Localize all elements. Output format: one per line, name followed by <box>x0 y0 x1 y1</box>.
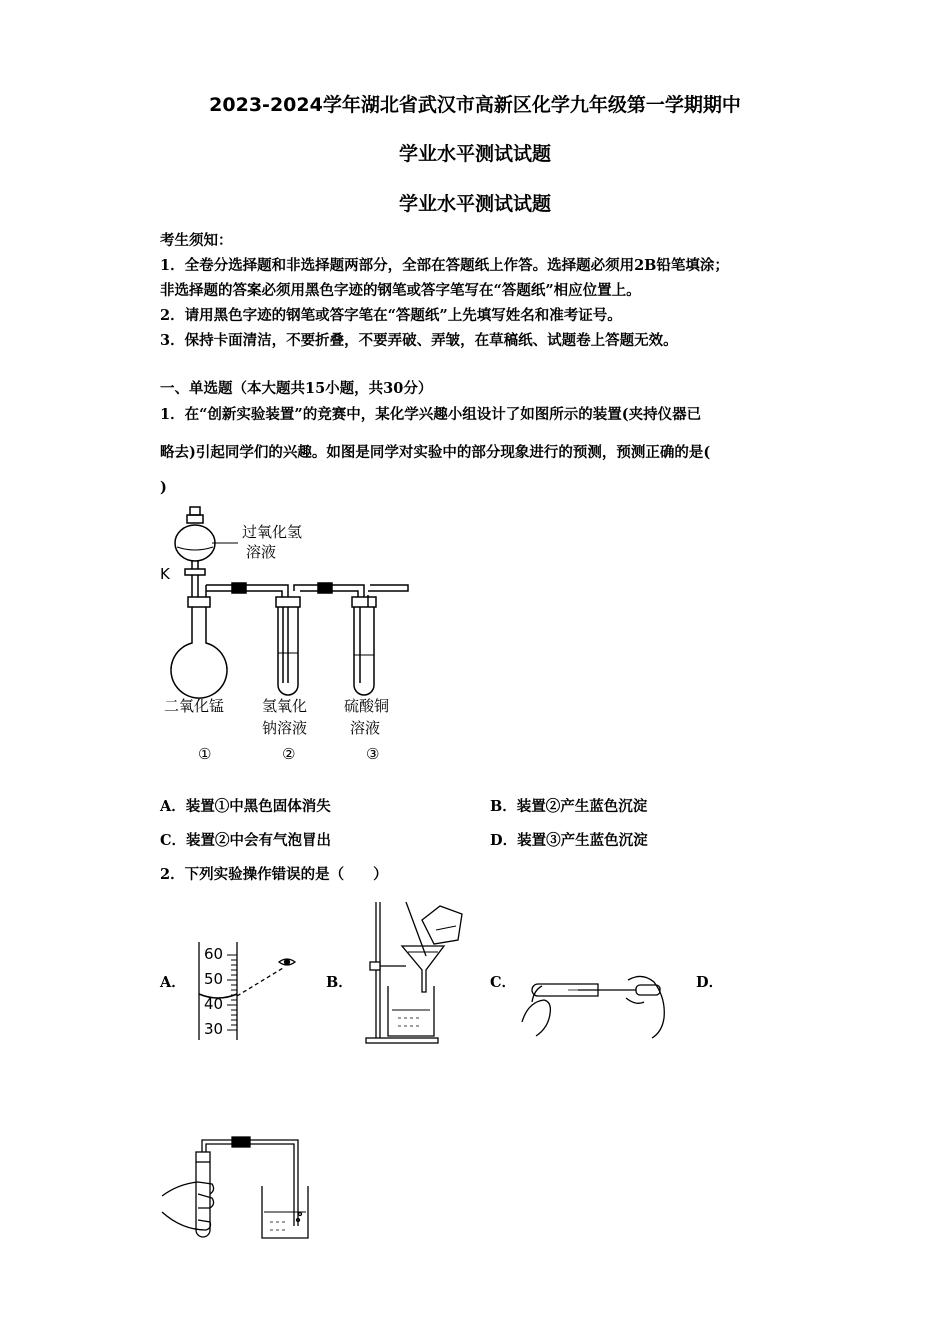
label-mno2: 二氧化锰 <box>164 697 225 715</box>
tick-label-30: 30 <box>204 1020 224 1038</box>
label-naoh-line2: 钠溶液 <box>262 719 308 737</box>
label-naoh-line1: 氢氧化 <box>262 697 308 715</box>
q2-option-d-label[interactable]: D． <box>696 974 724 991</box>
notice-item-1b: 非选择题的答案必须用黑色字迹的钢笔或答字笔写在“答题纸”相应位置上。 <box>160 282 641 299</box>
q1-option-a[interactable]: A．装置①中黑色固体消失 <box>160 798 331 815</box>
page-title-line2: 学业水平测试试题 <box>398 143 551 165</box>
q2-b-filtration-figure <box>362 900 472 1045</box>
notice-item-2: 2．请用黑色字迹的钢笔或答字笔在“答题纸”上先填写姓名和准考证号。 <box>160 307 622 324</box>
q1-option-c[interactable]: C．装置②中会有气泡冒出 <box>160 832 332 849</box>
q2-c-testtube-figure <box>518 962 678 1042</box>
q1-apparatus-figure <box>150 505 450 775</box>
label-h2o2-line1: 过氧化氢 <box>242 523 303 541</box>
q1-stem-line3: ) <box>160 479 167 496</box>
notice-item-1a: 1．全卷分选择题和非选择题两部分，全部在答题纸上作答。选择题必须用2B铅笔填涂； <box>160 257 729 274</box>
q2-option-b-label[interactable]: B． <box>326 974 353 991</box>
q1-stem-line2: 略去)引起同学们的兴趣。如图是同学对实验中的部分现象进行的预测，预测正确的是( <box>160 444 711 461</box>
page-title-line1: 2023-2024学年湖北省武汉市高新区化学九年级第一学期期中 <box>209 94 741 116</box>
q2-stem: 2．下列实验操作错误的是（ ） <box>160 866 388 883</box>
label-num-2: ② <box>282 745 296 763</box>
label-cuso4-line2: 溶液 <box>350 719 381 737</box>
q2-option-c-label[interactable]: C． <box>490 974 517 991</box>
q2-a-cylinder-figure <box>195 940 305 1045</box>
label-num-1: ① <box>198 745 212 763</box>
page-title-line3: 学业水平测试试题 <box>398 193 551 215</box>
label-cuso4-line1: 硫酸铜 <box>344 697 390 715</box>
label-stopcock-k: K <box>160 565 170 583</box>
q2-option-a-label[interactable]: A． <box>160 974 186 991</box>
tick-label-40: 40 <box>204 995 224 1013</box>
section-heading: 一、单选题（本大题共15小题，共30分） <box>160 380 433 397</box>
q1-option-d[interactable]: D．装置③产生蓝色沉淀 <box>490 832 648 849</box>
label-num-3: ③ <box>366 745 380 763</box>
tick-label-50: 50 <box>204 970 224 988</box>
label-h2o2-line2: 溶液 <box>246 543 277 561</box>
q1-option-b[interactable]: B．装置②产生蓝色沉淀 <box>490 798 648 815</box>
q2-d-airtight-figure <box>158 1132 318 1242</box>
tick-label-60: 60 <box>204 945 224 963</box>
q1-stem-line1: 1．在“创新实验装置”的竞赛中，某化学兴趣小组设计了如图所示的装置(夹持仪器已 <box>160 406 702 423</box>
notice-item-3: 3．保持卡面清洁，不要折叠，不要弄破、弄皱，在草稿纸、试题卷上答题无效。 <box>160 332 678 349</box>
notice-heading: 考生须知： <box>160 232 233 249</box>
